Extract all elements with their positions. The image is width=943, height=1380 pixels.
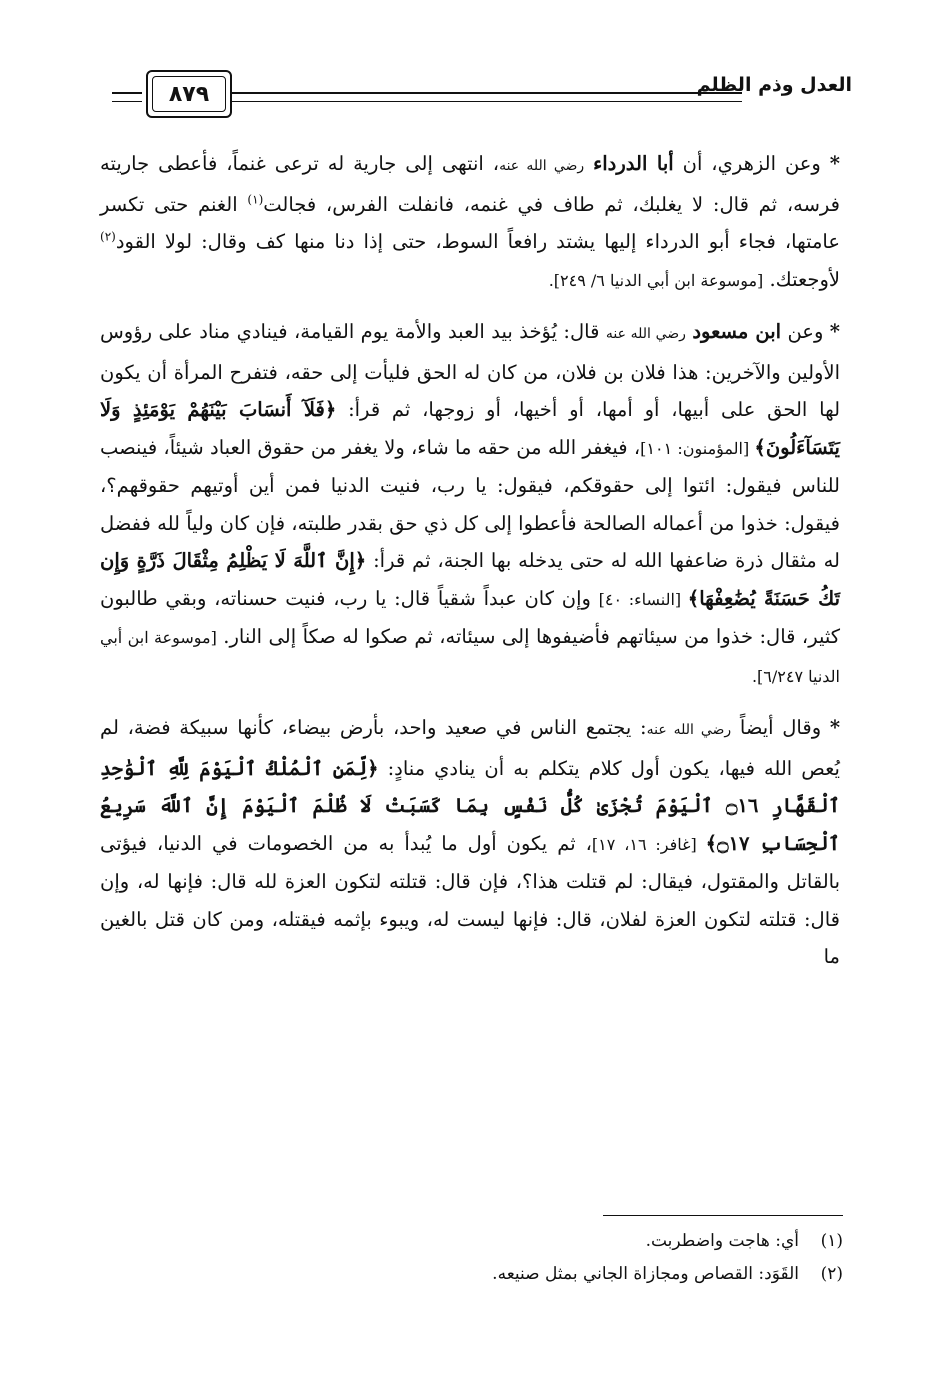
paragraph-2 — [100, 313, 840, 695]
text-run: ، ثم يكون أول ما يُبدأ به من الخصومات في الدنيا، فيؤتى بالقاتل والمقتول، فيقال: لم قتلت هذا؟، فإن قال: قتلته لتكون العزة لله قال: فإنها له، وإن قال: قتلته لتكون العزة لفلان، قال: فإنها ليست له، ويبوء بإثمه فيقتله، ومن كان قتل بالغين ما — [100, 831, 840, 968]
footnote-1 — [103, 1225, 843, 1258]
running-title: العدل وذم الظلم — [696, 74, 852, 96]
footnote-text: القَوَد: القصاص ومجازاة الجاني بمثل صنيعه. — [492, 1264, 799, 1284]
page-number-badge — [146, 70, 232, 118]
footnote-number: (١) — [820, 1231, 843, 1251]
text-run: ، انتهى إلى جارية له ترعى غنماً، فأعطى جاريته فرسه، ثم قال: لا يغلبك، ثم طاف في غنمه، فانفلت الفرس، فجالت — [100, 152, 840, 216]
honorific-glyph: رضي الله عنه — [499, 158, 585, 174]
footnotes — [103, 1225, 843, 1291]
main-text — [100, 145, 840, 976]
text-run: وعن الزهري، أن — [673, 152, 830, 175]
source-citation: [موسوعة ابن أبي الدنيا ٦/٢٤٧]. — [100, 628, 840, 686]
footnote-text: أي: هاجت واضطربت. — [645, 1231, 799, 1251]
narrator-name: ابن مسعود — [692, 320, 782, 343]
verse-citation: [غافر: ١٦، ١٧] — [591, 834, 706, 854]
header-rule — [232, 92, 742, 102]
text-run: : يجتمع الناس في صعيد واحد، بأرض بيضاء، كأنها سبيكة فضة، لم يُعص الله فيها، يكون أول كلام يتكلم به أن ينادي منادٍ: — [100, 716, 840, 780]
footnote-ref-1: (١) — [247, 192, 264, 206]
paragraph-3 — [100, 709, 840, 976]
page-header — [112, 62, 852, 112]
footnote-ref-2: (٢) — [100, 229, 116, 244]
paragraph-1 — [100, 145, 840, 299]
quran-verse: ﴿إِنَّ ٱللَّهَ لَا يَظْلِمُ مِثْقَالَ ذَرَّةٍ وَإِن تَكُ حَسَنَةً يُضَٰعِفْهَا﴾ — [100, 549, 841, 610]
footnote-2 — [103, 1258, 843, 1291]
text-run: لأوجعتك. — [763, 267, 840, 291]
quran-verse: ﴿فَلَآ أَنسَابَ بَيْنَهُمْ يَوْمَئِذٍ وَلَا يَتَسَآءَلُونَ﴾ — [100, 398, 840, 459]
text-run: ، فيغفر الله من حقه ما شاء، ولا يغفر من حقوق العباد شيئاً، فينصب للناس فيقول: ائتوا إلى حقوقكم، فيقول: يا رب، فنيت الدنيا فمن أين أوتيهم حقوقهم؟، فيقول: خذوا من أعماله الصالحة فأعطوا إلى كل ذي حق بقدر طلبته، فإن كان ولياً لله ففضل له مثقال ذرة ضاعفها الله له حتى يدخله بها الجنة، ثم قرأ: — [100, 435, 840, 572]
text-run: وعن — [781, 320, 830, 343]
paragraph-marker: * — [829, 716, 841, 739]
footnote-separator — [603, 1215, 843, 1216]
verse-citation: [المؤمنون: ١٠١] — [640, 438, 755, 458]
text-run: وقال أيضاً — [731, 716, 830, 739]
footnote-number: (٢) — [820, 1264, 843, 1284]
text-run: قال: يُؤخذ بيد العبد والأمة يوم القيامة، فينادي مناد على رؤوس الأولين والآخرين: هذا فلان بن فلان، من كان له الحق فليأت إلى حقه، فتفرح المرأة أن يكون لها الحق على أبيها، أو أمها، أو أخيها، أو زوجها، ثم قرأ: — [100, 320, 841, 421]
text-run: وإن كان عبداً شقياً قال: يا رب، فنيت حسناته، وبقي طالبون كثير، قال: خذوا من سيئاتهم فأضيفوها إلى سيئاته، ثم صكوا له صكاً إلى النار. — [100, 586, 841, 648]
narrator-name: أبا الدرداء — [593, 152, 674, 175]
header-rule-left — [112, 92, 142, 102]
paragraph-marker: * — [829, 152, 840, 175]
honorific-glyph: رضي الله عنه — [646, 722, 732, 738]
source-citation: [موسوعة ابن أبي الدنيا ٦/ ٢٤٩]. — [548, 270, 764, 290]
verse-citation: [النساء: ٤٠] — [598, 589, 688, 609]
paragraph-marker: * — [829, 320, 840, 343]
quran-verse: ﴿لِّمَنِ ٱلْمُلْكُ ٱلْيَوْمَ لِلَّهِ ٱلْوَٰحِدِ ٱلْقَهَّارِ ۝١٦ ٱلْيَوْمَ تُجْزَىٰ كُلُّ نَفْسٍ بِمَا كَسَبَتْ لَا ظُلْمَ ٱلْيَوْمَ إِنَّ ٱللَّهَ سَرِيعُ ٱلْحِسَابِ ۝١٧﴾ — [100, 756, 840, 855]
text-run: الغنم حتى تكسر عامتها، فجاء أبو الدرداء إليها يشتد رافعاً السوط، حتى إذا دنا منها كف وقال: لولا القود — [100, 192, 840, 253]
page-number: ٨٧٩ — [168, 81, 210, 107]
honorific-glyph: رضي الله عنه — [605, 326, 686, 342]
